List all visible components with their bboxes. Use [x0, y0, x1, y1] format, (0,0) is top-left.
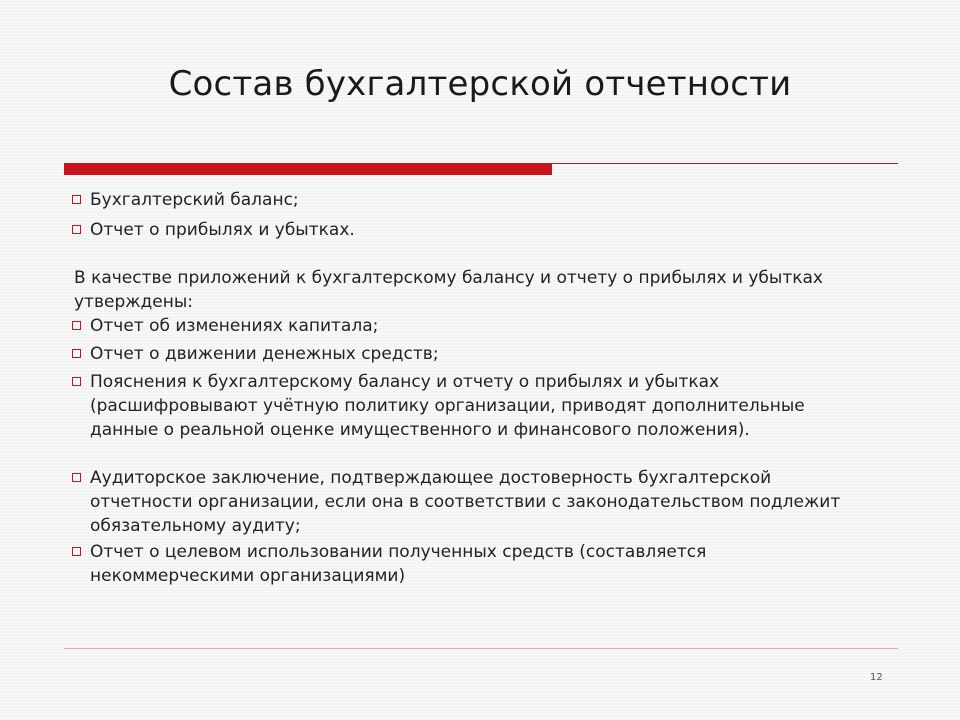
slide-title: Состав бухгалтерской отчетности [168, 64, 792, 104]
list-item-text: Отчет о прибылях и убытках. [90, 220, 355, 240]
list-item-text: Аудиторское заключение, подтверждающее достоверность бухгалтерской отчетности организации, если она в соответствии с законодательством подлежит обязательному аудиту; [90, 468, 841, 536]
title-underline-thick [64, 163, 552, 175]
list-item [70, 314, 870, 338]
intro-paragraph: В качестве приложений к бухгалтерскому балансу и отчету о прибылях и убытках утверждены: [74, 268, 823, 312]
square-bullet-icon [72, 321, 81, 330]
list-item [70, 466, 870, 538]
list-item-text: Бухгалтерский баланс; [90, 190, 299, 210]
square-bullet-icon [72, 349, 81, 358]
list-item-text: Отчет о целевом использовании полученных средств (составляется некоммерческими организациями) [90, 542, 707, 586]
list-item-text: Отчет об изменениях капитала; [90, 316, 379, 336]
title-underline-thin [552, 163, 898, 164]
square-bullet-icon [72, 195, 81, 204]
list-item [70, 540, 870, 588]
square-bullet-icon [72, 473, 81, 482]
list-item-text: Пояснения к бухгалтерскому балансу и отчету о прибылях и убытках (расшифровывают учётную политику организации, приводят дополнительные данные о реальной оценке имущественного и финансового положения). [90, 372, 805, 440]
footer-divider [64, 648, 898, 649]
list-item [70, 188, 870, 212]
square-bullet-icon [72, 225, 81, 234]
square-bullet-icon [72, 377, 81, 386]
page-number: 12 [870, 672, 883, 683]
list-item [70, 342, 870, 366]
slide-body [70, 188, 870, 588]
list-item [70, 218, 870, 242]
square-bullet-icon [72, 547, 81, 556]
list-item-text: Отчет о движении денежных средств; [90, 344, 439, 364]
list-item [70, 370, 870, 442]
